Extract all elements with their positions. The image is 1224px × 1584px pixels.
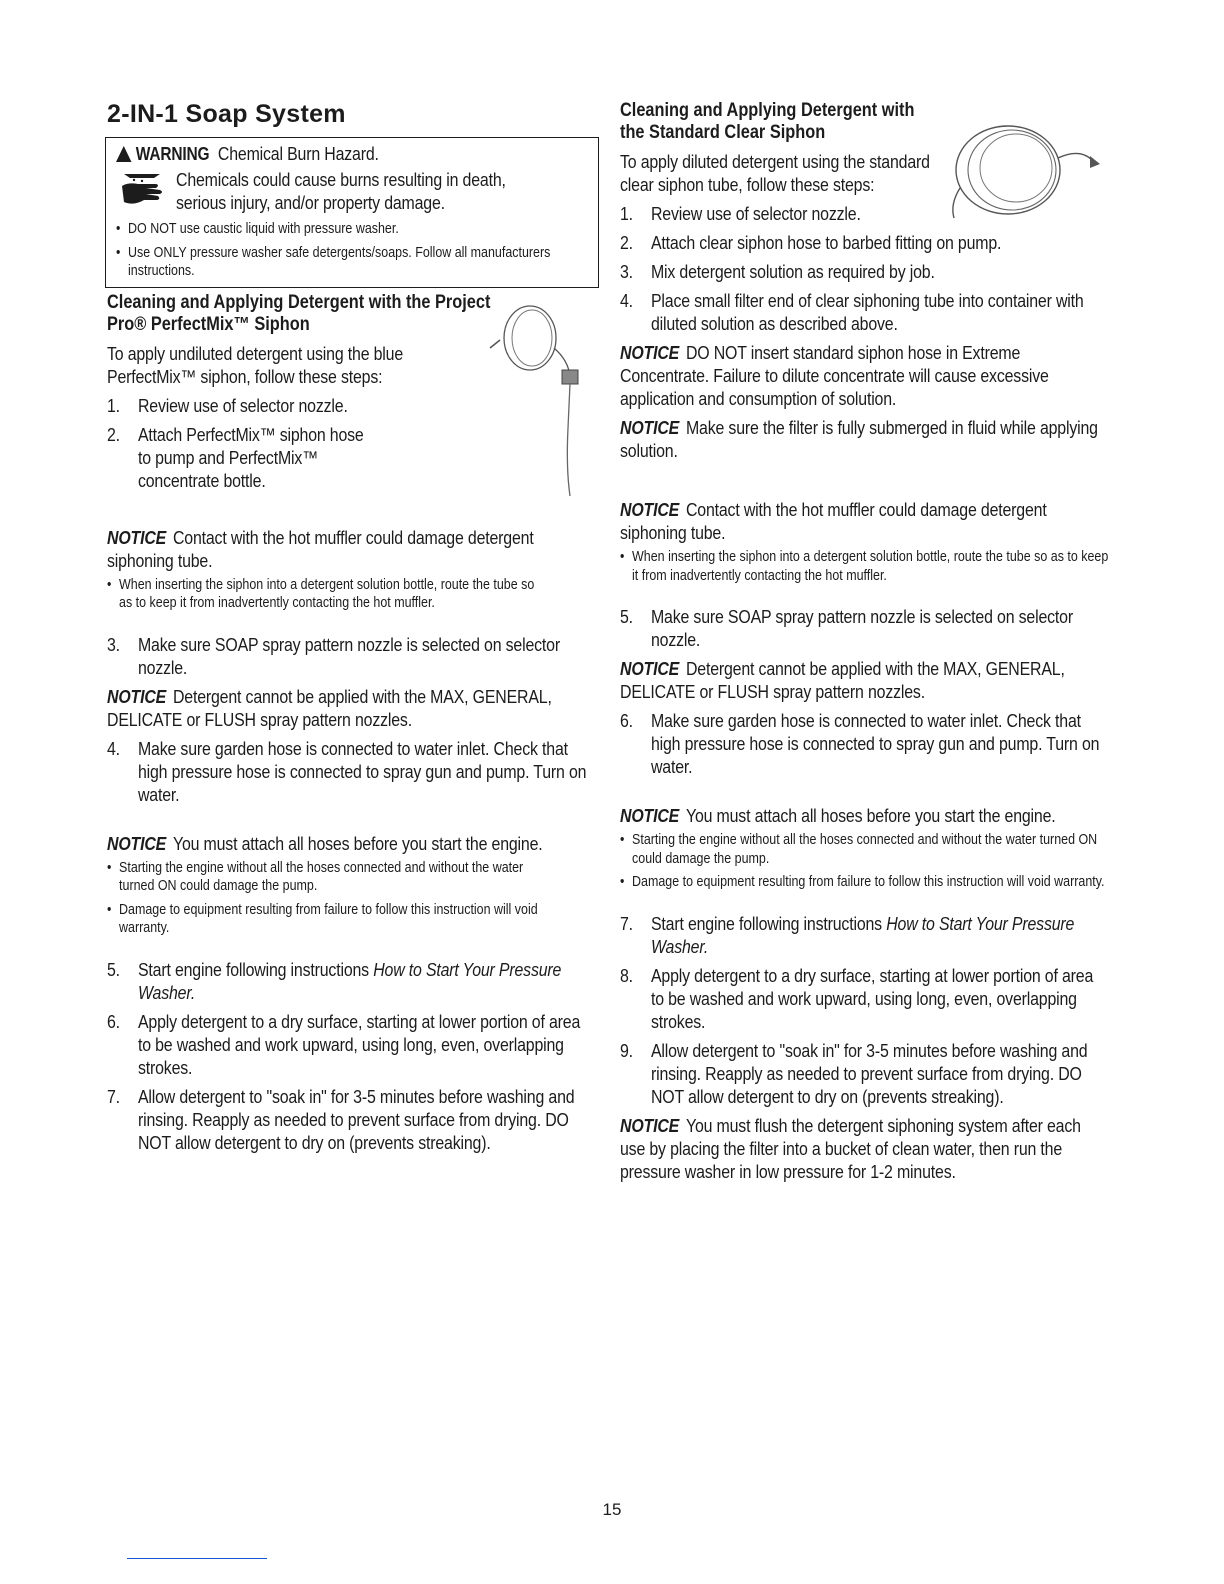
- notice-bullet: • Damage to equipment resulting from failure to follow this instruction will void warranty.: [107, 901, 542, 938]
- clear-siphon-intro: To apply diluted detergent using the standard clear siphon tube, follow these steps:: [620, 151, 930, 195]
- notice-bullet: • Starting the engine without all the hoses connected and without the water turned ON could damage the pump.: [620, 831, 1109, 868]
- notice-paragraph: NOTICE DO NOT insert standard siphon hose in Extreme Concentrate. Failure to dilute concentrate will cause excessive application and consumption of solution.: [620, 342, 1049, 409]
- list-item: 6. Make sure garden hose is connected to water inlet. Check that high pressure hose is connected to spray gun and pump. Turn on water.: [620, 710, 1100, 777]
- manual-section-reference: How to Start Your Pressure Washer.: [137, 958, 562, 1003]
- list-item: 1. Review use of selector nozzle.: [107, 394, 348, 416]
- page-number: 15: [602, 1500, 622, 1519]
- list-item: 2. Attach clear siphon hose to barbed fitting on pump.: [620, 232, 1002, 253]
- notice-label: NOTICE: [620, 1114, 680, 1136]
- section-title: 2-IN-1 Soap System: [107, 100, 346, 128]
- notice-label: NOTICE: [107, 526, 167, 548]
- notice-paragraph: NOTICE You must attach all hoses before you start the engine.: [107, 832, 543, 854]
- list-item: 6. Apply detergent to a dry surface, starting at lower portion of area to be washed and work upward, using long, even, overlapping strokes.: [107, 1010, 581, 1078]
- notice-paragraph: NOTICE You must attach all hoses before you start the engine.: [620, 805, 1056, 826]
- list-item: 5. Start engine following instructions How to Start Your Pressure Washer.: [107, 958, 562, 1003]
- warning-line-1: Chemicals could cause burns resulting in death,: [176, 169, 506, 190]
- notice-bullet: • When inserting the siphon into a detergent solution bottle, route the tube so as to keep it from inadvertently contacting the hot muffler.: [107, 576, 542, 613]
- notice-paragraph: NOTICE Detergent cannot be applied with the MAX, GENERAL, DELICATE or FLUSH spray pattern nozzles.: [107, 685, 552, 730]
- list-item: 4. Make sure garden hose is connected to water inlet. Check that high pressure hose is connected to spray gun and pump. Turn on water.: [107, 737, 587, 805]
- notice-bullet: • Starting the engine without all the hoses connected and without the water turned ON could damage the pump.: [107, 859, 542, 896]
- list-item: 7. Allow detergent to "soak in" for 3-5 minutes before washing and rinsing. Reapply as needed to prevent surface from drying. DO NOT allow detergent to dry on (prevents streaking).: [107, 1085, 575, 1153]
- warning-label: WARNING: [135, 144, 210, 164]
- notice-label: NOTICE: [107, 685, 167, 707]
- notice-paragraph: NOTICE Make sure the filter is fully submerged in fluid while applying solution.: [620, 417, 1098, 461]
- warning-box: [105, 137, 599, 288]
- left-column: [107, 100, 593, 1154]
- notice-label: NOTICE: [620, 658, 680, 679]
- warning-bullet: • DO NOT use caustic liquid with pressure washer.: [116, 220, 589, 239]
- notice-bullet: • Damage to equipment resulting from failure to follow this instruction will void warranty.: [620, 873, 1109, 892]
- notice-paragraph: NOTICE Contact with the hot muffler could damage detergent siphoning tube.: [107, 526, 534, 571]
- list-item: 4. Place small filter end of clear siphoning tube into container with diluted solution as described above.: [620, 290, 1084, 334]
- manual-section-reference: How to Start Your Pressure Washer.: [650, 912, 1075, 957]
- notice-paragraph: NOTICE Detergent cannot be applied with the MAX, GENERAL, DELICATE or FLUSH spray pattern nozzles.: [620, 658, 1065, 702]
- clear-siphon-hose-illustration: [940, 108, 1110, 228]
- perfectmix-siphon-illustration: [470, 298, 590, 498]
- notice-label: NOTICE: [620, 342, 680, 363]
- list-item: 8. Apply detergent to a dry surface, starting at lower portion of area to be washed and work upward, using long, even, overlapping strokes.: [620, 964, 1094, 1032]
- list-item: 9. Allow detergent to "soak in" for 3-5 minutes before washing and rinsing. Reapply as needed to prevent surface from drying. DO NOT allow detergent to dry on (prevents streaking).: [620, 1039, 1088, 1107]
- list-item: 7. Start engine following instructions How to Start Your Pressure Washer.: [620, 912, 1075, 957]
- right-column: [620, 100, 1110, 1183]
- warning-bullet: • Use ONLY pressure washer safe detergents/soaps. Follow all manufacturers instructions.: [116, 244, 589, 281]
- clear-siphon-heading: Cleaning and Applying Detergent with the Standard Clear Siphon: [620, 100, 915, 143]
- list-item: 1. Review use of selector nozzle.: [620, 203, 861, 224]
- notice-paragraph: NOTICE You must flush the detergent siphoning system after each use by placing the filter into a bucket of clean water, then run the pressure washer in low pressure for 1-2 minutes.: [620, 1114, 1081, 1182]
- notice-label: NOTICE: [620, 499, 680, 520]
- notice-bullet: • When inserting the siphon into a detergent solution bottle, route the tube so as to keep it from inadvertently contacting the hot muffler.: [620, 548, 1109, 585]
- notice-label: NOTICE: [107, 832, 167, 854]
- footer-rule: [127, 1558, 267, 1559]
- notice-label: NOTICE: [620, 417, 680, 438]
- notice-paragraph: NOTICE Contact with the hot muffler could damage detergent siphoning tube.: [620, 499, 1047, 543]
- warning-line-2: serious injury, and/or property damage.: [176, 192, 445, 213]
- perfectmix-intro: To apply undiluted detergent using the blue PerfectMix™ siphon, follow these steps:: [107, 342, 404, 387]
- warning-hazard: Chemical Burn Hazard.: [217, 143, 379, 164]
- list-item: 2. Attach PerfectMix™ siphon hose to pump and PerfectMix™ concentrate bottle.: [107, 423, 364, 491]
- warning-triangle-icon: [116, 146, 131, 162]
- notice-label: NOTICE: [620, 805, 680, 826]
- list-item: 3. Make sure SOAP spray pattern nozzle is selected on selector nozzle.: [107, 633, 560, 678]
- list-item: 5. Make sure SOAP spray pattern nozzle is selected on selector nozzle.: [620, 606, 1073, 650]
- perfectmix-heading: Cleaning and Applying Detergent with the Project Pro® PerfectMix™ Siphon: [107, 291, 491, 335]
- chemical-burn-hand-icon: [116, 168, 176, 210]
- list-item: 3. Mix detergent solution as required by job.: [620, 261, 935, 282]
